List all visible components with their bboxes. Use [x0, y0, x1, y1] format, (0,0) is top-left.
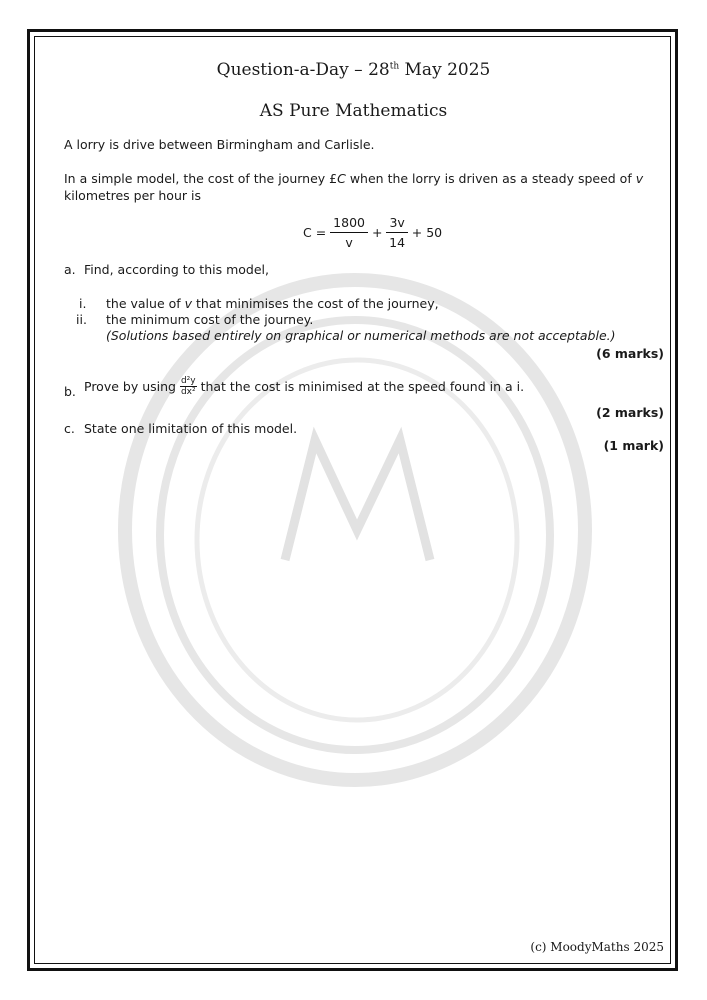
page-title: Question-a-Day – 28th May 2025: [216, 60, 491, 80]
part-a-ii-text: the minimum cost of the journey.: [106, 312, 314, 327]
copyright-footer: (c) MoodyMaths 2025: [530, 940, 664, 954]
part-a-i-label: i.: [79, 296, 87, 311]
part-c-label: c.: [64, 421, 75, 436]
intro-line-3: kilometres per hour is: [64, 188, 201, 203]
fraction-1800-over-v: $\frac{1800}{v}$: [330, 215, 368, 250]
fraction-3v-over-14: $\frac{3v}{14}$: [386, 215, 407, 250]
part-a-marks: (6 marks): [596, 346, 664, 361]
part-a-note: (Solutions based entirely on graphical or numerical methods are not acceptable.): [106, 328, 616, 343]
part-a-label: a.: [64, 262, 76, 277]
intro-line-2: In a simple model, the cost of the journey £C when the lorry is driven as a steady speed of v: [64, 171, 644, 186]
part-b-label: b.: [64, 384, 76, 399]
cost-formula: C = $\frac{1800}{v}$ + $\frac{3v}{14}$ + 50: [303, 215, 443, 250]
part-b-marks: (2 marks): [596, 405, 664, 420]
part-b-text: Prove by using $\frac{\text{d²y}}{\text{dx²}}$ that the cost is minimised at the speed found in a i.: [84, 376, 525, 397]
part-c-text: State one limitation of this model.: [84, 421, 298, 436]
second-derivative: $\frac{\text{d²y}}{\text{dx²}}$: [180, 376, 196, 397]
page-subtitle: AS Pure Mathematics: [259, 101, 448, 121]
part-a-text: Find, according to this model,: [84, 262, 269, 277]
part-c-marks: (1 mark): [603, 438, 664, 453]
intro-line-1: A lorry is drive between Birmingham and Carlisle.: [64, 137, 375, 152]
part-a-ii-label: ii.: [76, 312, 87, 327]
part-a-i-text: the value of v that minimises the cost of the journey,: [106, 296, 439, 311]
